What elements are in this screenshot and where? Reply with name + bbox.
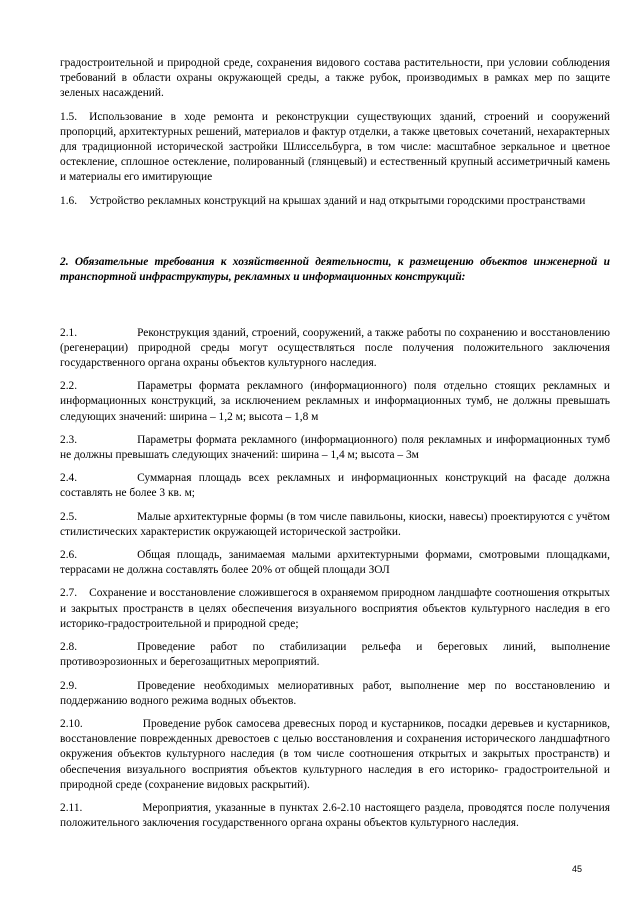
item-text: Мероприятия, указанные в пунктах 2.6-2.10 настоящего раздела, проводятся после получения положительного заключения государственного органа охраны объектов культурного наследия. [60, 801, 610, 830]
item-text: Использование в ходе ремонта и реконструкции существующих зданий, строений и сооружений пропорций, архитектурных решений, материалов и фактур отделки, а также цветовых сочетаний, нехарактерных для традиционной исторической застройки Шлиссельбурга, в том числе: масштабное зеркальное и цветное остекление, сплошное остекление, полированный (глянцевый) и естественный крупный ассиметричный камень и материалы его имитирующие [60, 110, 610, 184]
item-number: 2.11. [60, 801, 83, 814]
item-number: 1.5. [60, 110, 78, 123]
item-number: 2.10. [60, 717, 83, 730]
item-1-5 [60, 110, 610, 186]
item-text: Общая площадь, занимаемая малыми архитектурными формами, смотровыми площадками, террасами не должна составлять более 20% от общей площади ЗОЛ [60, 549, 610, 577]
item-1-6 [60, 194, 610, 209]
item-text: Реконструкция зданий, строений, сооружений, а также работы по сохранению и восстановлению (регенерации) природной среды могут осуществляться после получения положительного заключения государственного органа охраны объектов культурного наследия. [60, 326, 610, 370]
item-2-1 [60, 326, 610, 372]
item-2-9 [60, 679, 610, 709]
document-page [60, 56, 610, 839]
item-2-10 [60, 717, 610, 793]
item-number: 1.6. [60, 194, 78, 207]
item-number: 2.2. [60, 380, 78, 393]
item-number: 2.1. [60, 326, 78, 339]
item-2-11 [60, 801, 610, 831]
intro-paragraph-text: градостроительной и природной среде, сохранения видового состава растительности, при условии соблюдения требований в области охраны окружающей среды, а также рубок, производимых в рамках мер по защите зеленых насаждений. [60, 57, 610, 100]
item-number: 2.6. [60, 549, 78, 562]
item-2-2 [60, 379, 610, 425]
item-number: 2.3. [60, 433, 78, 446]
item-text: Устройство рекламных конструкций на крышах зданий и над открытыми городскими пространствами [89, 194, 586, 207]
item-2-5 [60, 510, 610, 540]
item-text: Сохранение и восстановление сложившегося в охраняемом природном ландшафте соотношения открытых и закрытых пространств в целях обеспечения визуального восприятия объектов культурного наследия в его историко-градостроительной и природной среде; [60, 587, 610, 630]
item-2-4 [60, 471, 610, 501]
item-2-8 [60, 640, 610, 670]
item-2-6 [60, 548, 610, 578]
item-text: Проведение рубок самосева древесных пород и кустарников, посадки деревьев и кустарников, восстановление поврежденных древостоев с целью восстановления и сохранения исторического ландшафтного окружения объектов культурного наследия (в том числе соотношения открытых и закрытых пространств) и обеспечения визуального восприятия объектов культурного наследия в его историко- градостроительной и природной среде (сохранение видовых раскрытий). [60, 717, 610, 791]
item-number: 2.7. [60, 587, 78, 600]
item-number: 2.5. [60, 510, 78, 523]
item-2-3 [60, 433, 610, 463]
item-number: 2.8. [60, 641, 78, 654]
intro-paragraph [60, 56, 610, 102]
item-number: 2.4. [60, 472, 78, 485]
item-text: Суммарная площадь всех рекламных и информационных конструкций на фасаде должна составлять не более 3 кв. м; [60, 472, 610, 500]
item-number: 2.9. [60, 679, 78, 692]
item-text: Параметры формата рекламного (информационного) поля рекламных и информационных тумб не должны превышать следующих значений: ширина – 1,4 м; высота – 3м [60, 433, 610, 462]
item-text: Параметры формата рекламного (информационного) поля отдельно стоящих рекламных и информационных конструкций, за исключением рекламных и информационных тумб, не должны превышать следующих значений: ширина – 1,2 м; высота – 1,8 м [60, 380, 610, 423]
item-text: Проведение необходимых мелиоративных работ, выполнение мер по восстановлению и поддержанию водного режима водных объектов. [60, 679, 610, 707]
page-number: 45 [571, 864, 582, 874]
item-text: Малые архитектурные формы (в том числе павильоны, киоски, навесы) проектируются с учётом стилистических характеристик окружающей исторической застройки. [60, 510, 610, 538]
section-heading: 2. Обязательные требования к хозяйственной деятельности, к размещению объектов инженерной и транспортной инфраструктуры, рекламных и информационных конструкций: [60, 255, 610, 284]
item-text: Проведение работ по стабилизации рельефа и береговых линий, выполнение противоэрозионных и берегозащитных мероприятий. [60, 641, 610, 669]
item-2-7 [60, 586, 610, 632]
